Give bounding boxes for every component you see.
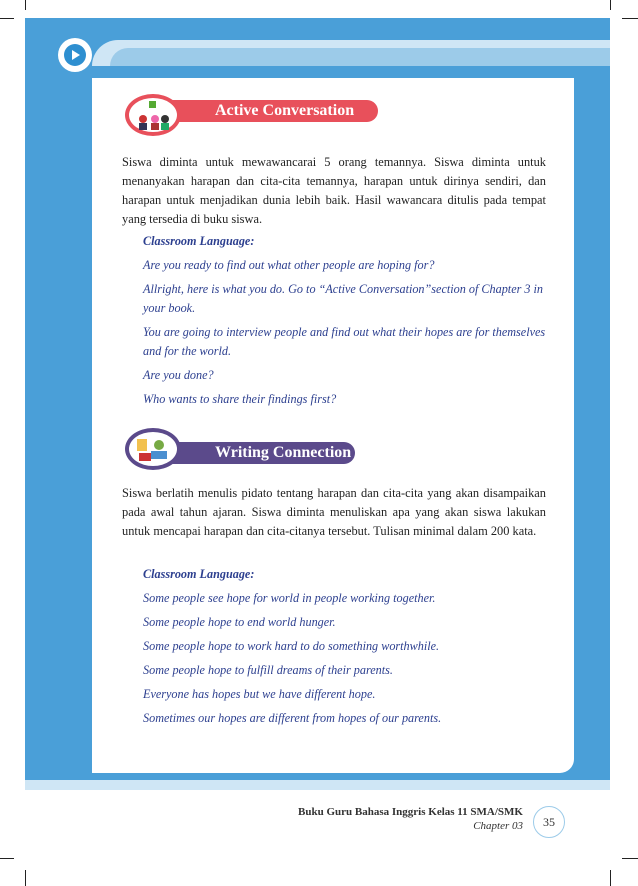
writing-connection-heading bbox=[125, 424, 357, 461]
bottom-stripe bbox=[25, 780, 610, 790]
chapter-label: Chapter 03 bbox=[473, 819, 523, 832]
page-number: 35 bbox=[533, 806, 565, 838]
classroom-line: Who wants to share their findings first? bbox=[143, 392, 337, 406]
classroom-line: Some people hope to end world hunger. bbox=[143, 615, 336, 629]
crop-mark bbox=[610, 0, 611, 10]
classroom-line: Are you ready to find out what other people are hoping for? bbox=[143, 258, 435, 272]
classroom-line: Some people hope to fulfill dreams of their parents. bbox=[143, 663, 393, 677]
crop-mark bbox=[622, 18, 638, 19]
crop-mark bbox=[610, 870, 611, 886]
classroom-line: You are going to interview people and find out what their hopes are for themselves and for the world. bbox=[143, 325, 546, 358]
classroom-line: Some people see hope for world in people working together. bbox=[143, 591, 436, 605]
classroom-language-list-2 bbox=[143, 565, 548, 733]
play-icon bbox=[64, 44, 86, 66]
classroom-line: Some people hope to work hard to do something worthwhile. bbox=[143, 639, 440, 653]
classroom-language-list-1 bbox=[143, 232, 548, 414]
heading-pill bbox=[153, 442, 355, 464]
active-conversation-paragraph: Siswa diminta untuk mewawancarai 5 orang temannya. Siswa diminta untuk menanyakan harapan dan cita-cita temannya, harapan untuk dirinya sendiri, dan harapan untuk menjadikan dunia lebih baik. Hasil wawancara ditulis pada tempat yang tersedia di buku siswa. bbox=[122, 155, 546, 226]
crop-mark bbox=[0, 18, 14, 19]
writing-kids-icon bbox=[125, 428, 181, 470]
classroom-line: Allright, here is what you do. Go to “Active Conversation”section of Chapter 3 in your book. bbox=[143, 282, 544, 315]
crop-mark bbox=[0, 858, 14, 859]
classroom-line: Are you done? bbox=[143, 368, 214, 382]
crop-mark bbox=[25, 0, 26, 10]
classroom-language-heading: Classroom Language: bbox=[143, 567, 255, 581]
classroom-language-heading: Classroom Language: bbox=[143, 234, 255, 248]
writing-connection-paragraph: Siswa berlatih menulis pidato tentang harapan dan cita-cita yang akan disampaikan pada awal tahun ajaran. Siswa diminta menuliskan apa yang akan siswa lakukan untuk mencapai harapan dan cita-citanya tersebut. Tulisan minimal dalam 200 kata. bbox=[122, 486, 546, 538]
heading-pill bbox=[153, 100, 378, 122]
footer bbox=[298, 806, 523, 834]
heading-title: Writing Connection bbox=[215, 444, 352, 461]
crop-mark bbox=[25, 870, 26, 886]
play-button[interactable] bbox=[58, 38, 92, 72]
book-title: Buku Guru Bahasa Inggris Kelas 11 SMA/SMK bbox=[298, 806, 523, 818]
conversation-people-icon bbox=[125, 94, 181, 136]
heading-title: Active Conversation bbox=[215, 102, 355, 119]
top-stripe-inner bbox=[110, 48, 610, 66]
active-conversation-heading bbox=[125, 94, 380, 128]
classroom-line: Everyone has hopes but we have different hope. bbox=[143, 687, 376, 701]
classroom-line: Sometimes our hopes are different from hopes of our parents. bbox=[143, 711, 442, 725]
crop-mark bbox=[622, 858, 638, 859]
